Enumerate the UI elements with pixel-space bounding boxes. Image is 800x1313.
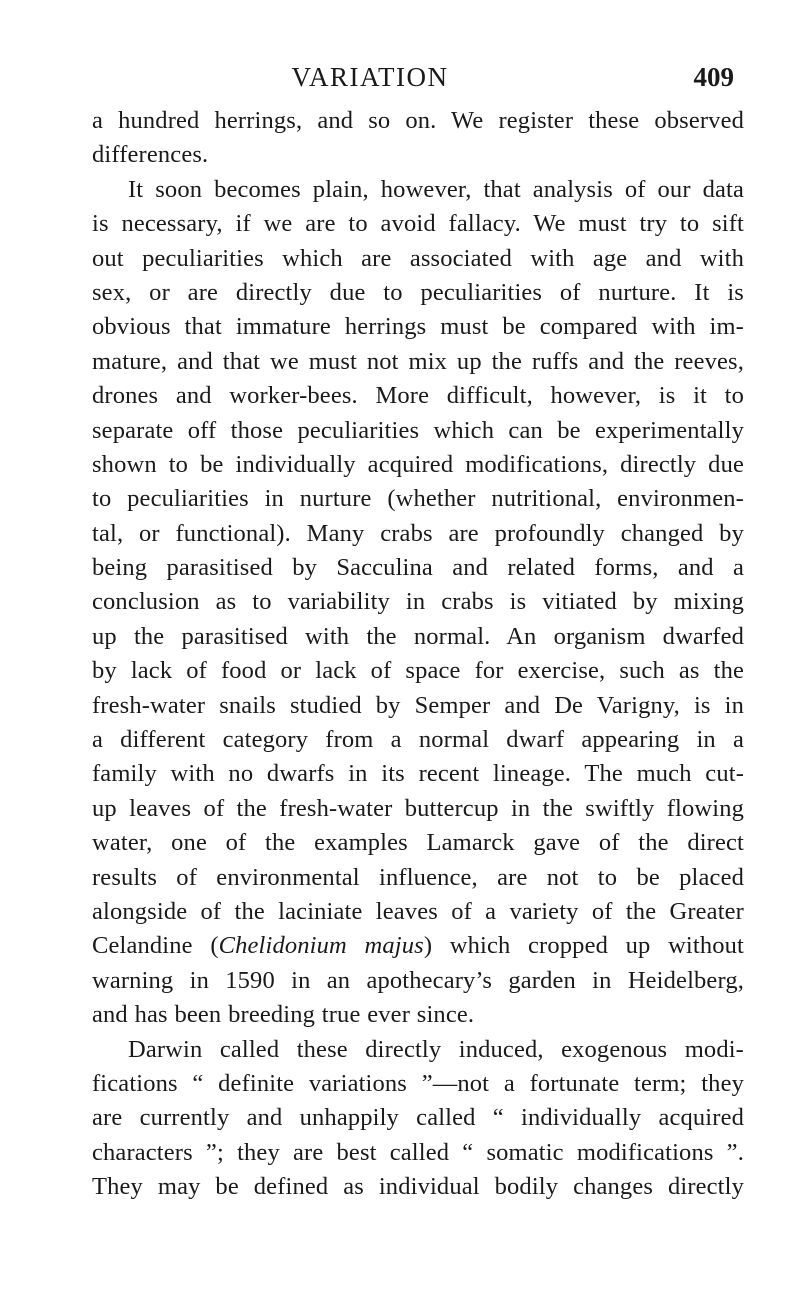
text-line: alongside of the laciniate leaves of a variety of the Greater <box>92 897 744 925</box>
body-text <box>92 104 744 1205</box>
text-line-celandine <box>92 929 744 963</box>
text-line: is necessary, if we are to avoid fallacy. We must try to sift <box>92 210 744 238</box>
text-line: being parasitised by Sacculina and related forms, and a <box>92 554 744 582</box>
text-line: warning in 1590 in an apothecary’s garden in Heidelberg, <box>92 966 744 994</box>
text-line: drones and worker-bees. More difficult, however, is it to <box>92 382 744 410</box>
text-line: a hundred herrings, and so on. We register these observed <box>92 107 744 134</box>
text-line: out peculiarities which are associated with age and with <box>92 244 744 272</box>
text-line: to peculiarities in nurture (whether nutritional, environmen- <box>92 485 744 513</box>
text-line: mature, and that we must not mix up the ruffs and the reeves, <box>92 347 744 375</box>
text-line: tal, or functional). Many crabs are profoundly changed by <box>92 519 744 547</box>
text-line: by lack of food or lack of space for exercise, such as the <box>92 657 744 685</box>
text-line: a different category from a normal dwarf appearing in a <box>92 726 744 754</box>
text-line: fresh-water snails studied by Semper and De Varigny, is in <box>92 691 744 719</box>
text-line: are currently and unhappily called “ individually acquired <box>92 1104 744 1132</box>
text-line: family with no dwarfs in its recent lineage. The much cut- <box>92 760 744 788</box>
text-line: They may be defined as individual bodily changes directly <box>92 1173 744 1201</box>
running-head <box>0 62 800 98</box>
text-line: Darwin called these directly induced, exogenous modi- <box>128 1035 744 1063</box>
celandine-prefix: Celandine ( <box>92 932 219 960</box>
page-number: 409 <box>693 62 734 92</box>
text-line: It soon becomes plain, however, that analysis of our data <box>128 175 744 203</box>
text-line: water, one of the examples Lamarck gave of the direct <box>92 829 744 857</box>
text-line: up the parasitised with the normal. An organism dwarfed <box>92 622 744 650</box>
text-line: separate off those peculiarities which can be experimentally <box>92 416 744 444</box>
text-line: characters ”; they are best called “ somatic modifications ”. <box>92 1138 744 1166</box>
text-line: results of environmental influence, are not to be placed <box>92 863 744 891</box>
text-line: and has been breeding true ever since. <box>92 1001 475 1029</box>
text-line: obvious that immature herrings must be compared with im- <box>92 313 744 341</box>
text-line: conclusion as to variability in crabs is vitiated by mixing <box>92 588 744 616</box>
text-line: differences. <box>92 141 209 169</box>
text-line: fications “ definite variations ”—not a fortunate term; they <box>92 1069 744 1097</box>
text-line: up leaves of the fresh-water buttercup in the swiftly flowing <box>92 794 744 822</box>
text-line: shown to be individually acquired modifications, directly due <box>92 450 744 478</box>
latin-name-chelidonium-majus: Chelidonium majus <box>218 932 424 960</box>
text-line: sex, or are directly due to peculiarities of nurture. It is <box>92 278 744 306</box>
celandine-suffix: ) which cropped up without <box>423 932 744 960</box>
running-title: VARIATION <box>291 62 449 92</box>
